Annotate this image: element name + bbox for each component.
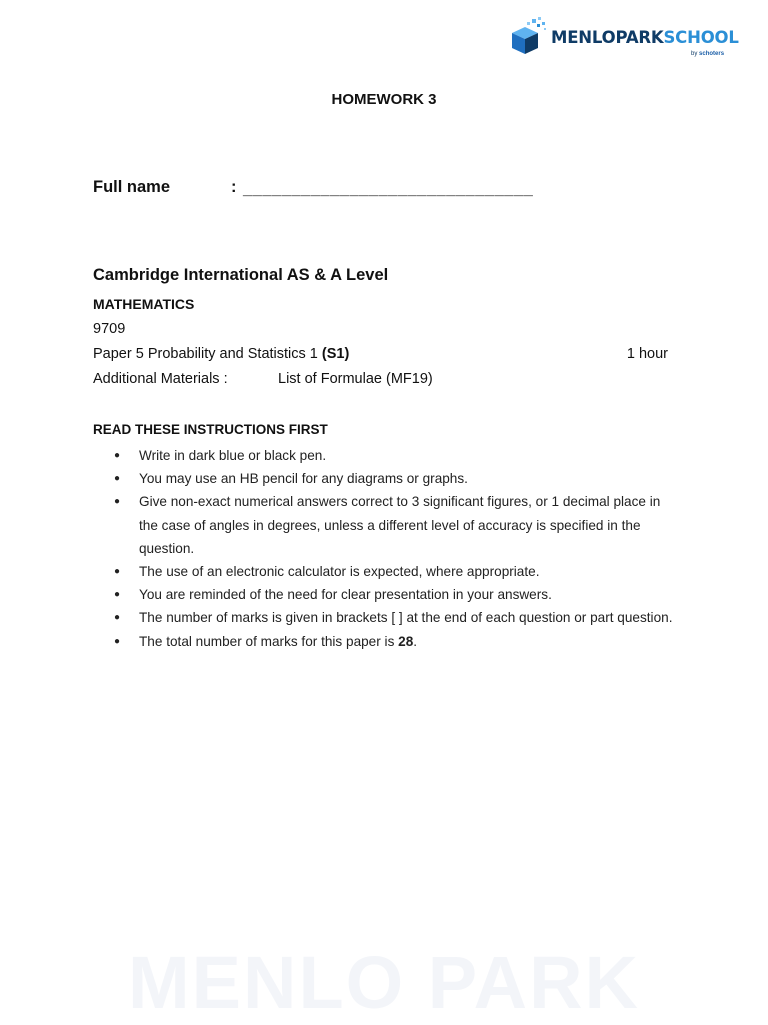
- exam-duration: 1 hour: [626, 346, 668, 362]
- instructions-list: [114, 444, 674, 653]
- paper-text: Paper 5 Probability and Statistics 1: [93, 346, 322, 362]
- instruction-item: ● The number of marks is given in brackets [ ] at the end of each question or part question.: [114, 606, 674, 629]
- total-marks-value: 28: [398, 633, 414, 649]
- menlo-park-school-logo: [508, 16, 740, 62]
- paper-description: [93, 346, 349, 362]
- full-name-label: Full name: [93, 178, 171, 196]
- full-name-blank: ______________________________: [243, 180, 534, 198]
- page-title: HOMEWORK 3: [331, 91, 437, 108]
- logo-wordmark-part2: SCHOOL: [663, 28, 739, 47]
- instruction-item: ● Give non-exact numerical answers correct to 3 significant figures, or 1 decimal place in the case of angles in degrees, unless a different level of accuracy is specified in the question.: [114, 490, 674, 560]
- logo-wordmark-part1: MENLOPARK: [551, 28, 664, 47]
- logo-sub-brand: schoters: [699, 51, 725, 57]
- instruction-item: ● The use of an electronic calculator is expected, where appropriate.: [114, 560, 674, 583]
- materials-value: List of Formulae (MF19): [278, 371, 433, 387]
- instruction-item: ● Write in dark blue or black pen.: [114, 444, 674, 467]
- watermark: MENLO PARK: [128, 941, 640, 1024]
- full-name-colon: :: [231, 178, 237, 196]
- paper-code-bold: (S1): [321, 346, 350, 362]
- total-marks-end: .: [413, 633, 418, 649]
- instruction-item: ● You may use an HB pencil for any diagrams or graphs.: [114, 467, 674, 490]
- logo-subline: [691, 51, 724, 57]
- logo-sub-by: by: [691, 51, 698, 57]
- instructions-heading: READ THESE INSTRUCTIONS FIRST: [93, 422, 328, 437]
- exam-title: Cambridge International AS & A Level: [93, 266, 389, 284]
- total-marks-text: The total number of marks for this paper is: [139, 633, 399, 649]
- materials-label: Additional Materials :: [93, 371, 228, 387]
- logo-wordmark: [551, 28, 739, 47]
- instruction-item: ● You are reminded of the need for clear presentation in your answers.: [114, 583, 674, 606]
- instruction-item-total-marks: [114, 630, 674, 653]
- exam-code: 9709: [93, 321, 126, 337]
- exam-subject: MATHEMATICS: [93, 296, 195, 312]
- cube-logo-icon: [508, 16, 550, 58]
